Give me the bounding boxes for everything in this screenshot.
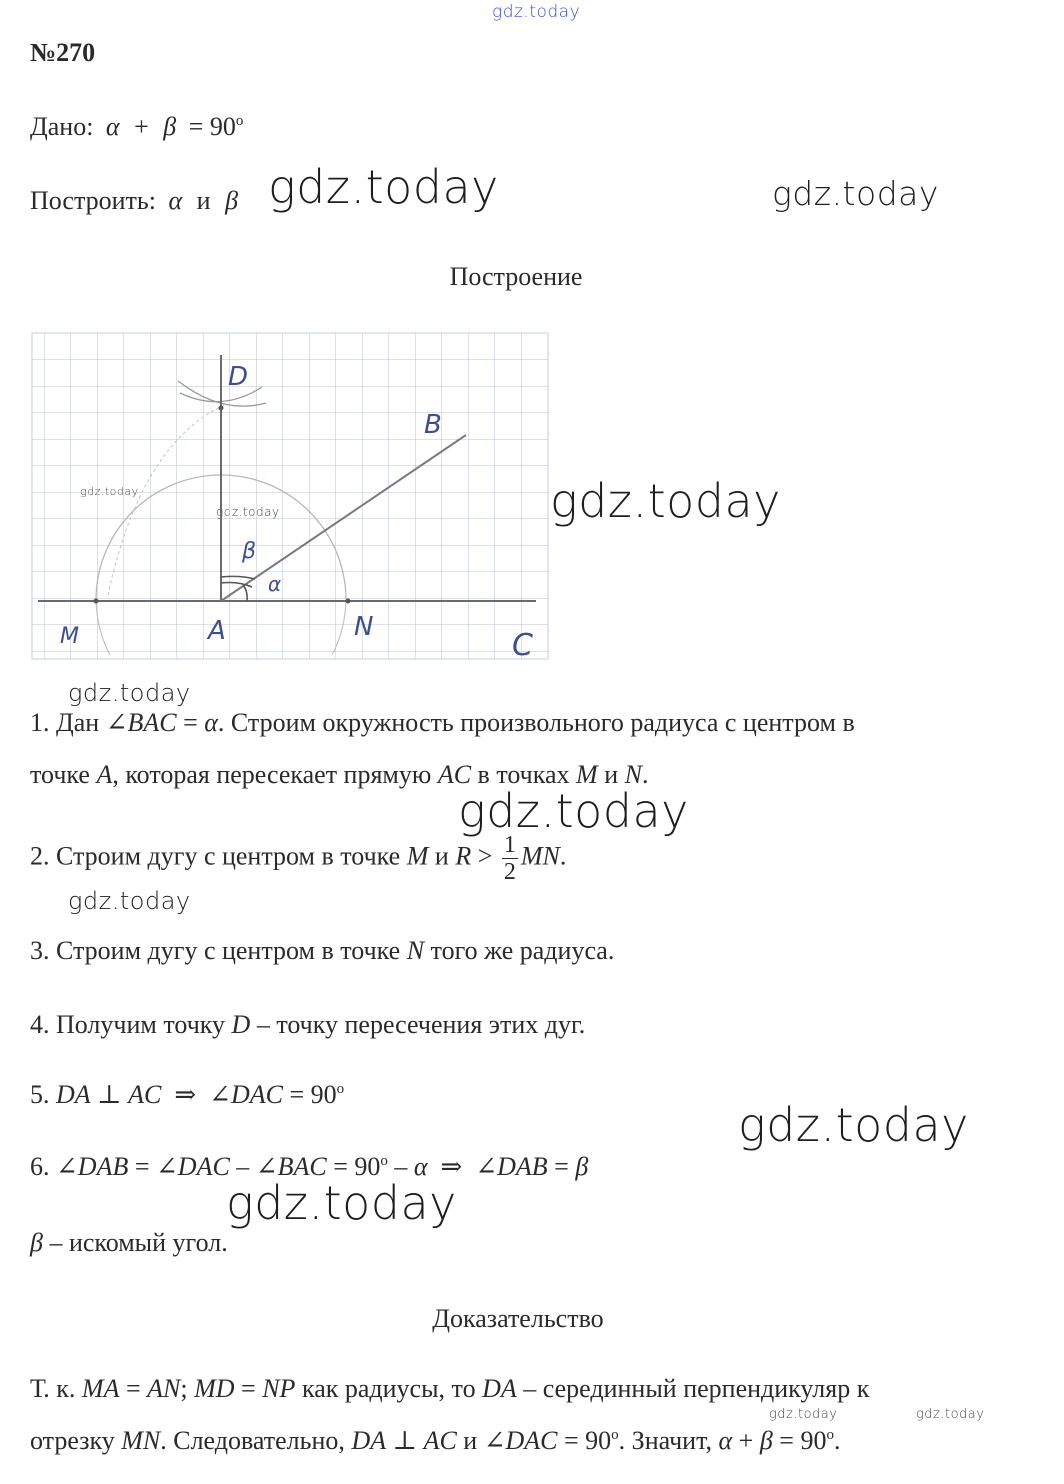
text: – xyxy=(387,1152,414,1181)
watermark: gdz.today xyxy=(550,474,781,528)
text: ; xyxy=(180,1374,195,1403)
label-beta: β xyxy=(242,539,257,564)
beta-symbol: β xyxy=(759,1426,773,1455)
text: . xyxy=(833,1426,841,1455)
text: D xyxy=(231,1010,251,1039)
text: DAC xyxy=(177,1152,230,1181)
step-6 xyxy=(30,1152,588,1182)
watermark: gdz.today xyxy=(68,887,191,915)
watermark: gdz.today xyxy=(916,1407,985,1422)
beta-symbol: β xyxy=(575,1152,589,1181)
text: 4. Получим точку xyxy=(30,1010,232,1039)
text: и xyxy=(428,841,456,871)
and-word: и xyxy=(196,186,211,215)
label-n: N xyxy=(354,612,374,642)
task-number: №270 xyxy=(30,38,96,67)
text: N xyxy=(406,936,425,965)
step-1-line-1 xyxy=(30,708,855,738)
proof-line-2 xyxy=(30,1426,840,1456)
text: = xyxy=(119,1374,148,1403)
beta-symbol: β xyxy=(225,186,239,215)
watermark: gdz.today xyxy=(772,174,939,213)
fraction-numerator: 1 xyxy=(503,832,516,858)
text: BAC xyxy=(127,708,177,737)
text: 3. Строим дугу с центром в точке xyxy=(30,936,407,965)
text: – точку пересечения этих дуг. xyxy=(250,1010,586,1039)
text: M xyxy=(576,760,598,789)
label-b: B xyxy=(424,410,442,440)
degree-sign: o xyxy=(826,1427,834,1443)
step-4 xyxy=(30,1010,585,1040)
text: . xyxy=(641,760,649,789)
step-3 xyxy=(30,936,614,966)
label-c: C xyxy=(512,628,533,663)
text: и ∠ xyxy=(456,1426,506,1455)
degree-sign: o xyxy=(380,1153,388,1169)
proof-line-1 xyxy=(30,1374,869,1404)
text: DAB xyxy=(77,1152,129,1181)
degree-sign: o xyxy=(611,1427,619,1443)
text: = 90 xyxy=(772,1426,827,1455)
text: и xyxy=(597,760,625,789)
watermark: gdz.today xyxy=(769,1407,838,1422)
alpha-symbol: α xyxy=(168,186,183,215)
point-d xyxy=(219,406,224,411)
step-5 xyxy=(30,1080,344,1110)
watermark: gdz.today xyxy=(226,1176,457,1230)
text: Т. к. xyxy=(30,1374,82,1403)
text: того же радиуса. xyxy=(424,936,615,965)
step-1-line-2 xyxy=(30,760,648,790)
beta-symbol: β xyxy=(30,1228,43,1257)
text: как радиусы, то xyxy=(295,1374,483,1403)
text: A xyxy=(96,760,113,789)
fraction-one-half xyxy=(502,832,518,885)
degree-sign: o xyxy=(235,113,244,129)
label-a: A xyxy=(208,616,226,646)
beta-symbol: β xyxy=(163,112,177,141)
label-d: D xyxy=(228,362,249,392)
plus-sign: + xyxy=(134,112,149,141)
text: 1. Дан ∠ xyxy=(30,708,128,737)
alpha-symbol: α xyxy=(718,1426,733,1455)
text: ⇒ ∠ xyxy=(427,1152,498,1181)
construct-label: Построить: xyxy=(30,186,157,215)
text: ⇒ ∠ xyxy=(161,1080,231,1109)
text: > xyxy=(471,841,499,871)
given-line xyxy=(30,112,243,142)
text: AC xyxy=(423,1426,457,1455)
text: R xyxy=(455,841,472,871)
text: + xyxy=(732,1426,760,1455)
text: M xyxy=(406,841,429,871)
text: = xyxy=(547,1152,576,1181)
text: AN xyxy=(147,1374,181,1403)
text: 5. xyxy=(30,1080,56,1109)
watermark-top: gdz.today xyxy=(492,2,581,22)
text: DAB xyxy=(497,1152,548,1181)
text: MD xyxy=(194,1374,235,1403)
watermark: gdz.today xyxy=(738,1098,969,1152)
text: . Строим окружность произвольного радиуса с центром в xyxy=(217,708,855,737)
alpha-symbol: α xyxy=(105,112,120,141)
text: отрезку xyxy=(30,1426,122,1455)
text: 6. ∠ xyxy=(30,1152,78,1181)
label-m: M xyxy=(60,624,79,649)
text: AC xyxy=(128,1080,162,1109)
text: BAC xyxy=(277,1152,327,1181)
watermark: gdz.today xyxy=(268,160,499,214)
text: . Значит, xyxy=(618,1426,719,1455)
text: . xyxy=(559,841,567,871)
text: , которая пересекает прямую xyxy=(112,760,438,789)
text: DA xyxy=(351,1426,387,1455)
text: – искомый угол. xyxy=(42,1228,228,1257)
text: точке xyxy=(30,760,97,789)
equals-value: = 90 xyxy=(188,112,236,141)
step-conclusion xyxy=(30,1228,228,1258)
label-alpha: α xyxy=(268,572,282,596)
text: ⊥ xyxy=(386,1426,424,1455)
text: N xyxy=(624,760,642,789)
text: DAC xyxy=(505,1426,558,1455)
step-2 xyxy=(30,832,566,885)
text: NP xyxy=(262,1374,296,1403)
text: = xyxy=(176,708,205,737)
text: MN xyxy=(520,841,560,871)
alpha-symbol: α xyxy=(413,1152,428,1181)
given-label: Дано: xyxy=(30,112,94,141)
alpha-symbol: α xyxy=(204,708,218,737)
construction-figure xyxy=(0,325,560,670)
text: MA xyxy=(81,1374,120,1403)
text: AC xyxy=(437,760,472,789)
text: DA xyxy=(482,1374,517,1403)
watermark: gdz.today xyxy=(68,679,191,707)
text: = xyxy=(234,1374,263,1403)
text: . Следовательно, xyxy=(160,1426,352,1455)
text: ⊥ xyxy=(90,1080,129,1109)
point-m xyxy=(94,599,99,604)
text: – серединный перпендикуляр к xyxy=(516,1374,870,1403)
construct-line xyxy=(30,186,238,216)
text: = 90 xyxy=(326,1152,381,1181)
proof-heading: Доказательство xyxy=(432,1304,604,1333)
text: – ∠ xyxy=(229,1152,278,1181)
watermark: gdz.today xyxy=(458,784,689,838)
text: DAC xyxy=(230,1080,283,1109)
fraction-denominator: 2 xyxy=(503,859,516,885)
text: 2. Строим дугу с центром в точке xyxy=(30,841,407,871)
text: в точках xyxy=(471,760,577,789)
text: = 90 xyxy=(282,1080,337,1109)
degree-sign: o xyxy=(336,1081,345,1097)
point-n xyxy=(346,599,351,604)
text: DA xyxy=(56,1080,91,1109)
text: = 90 xyxy=(557,1426,612,1455)
text: MN xyxy=(121,1426,161,1455)
construction-heading: Построение xyxy=(449,262,583,291)
text: = ∠ xyxy=(128,1152,178,1181)
